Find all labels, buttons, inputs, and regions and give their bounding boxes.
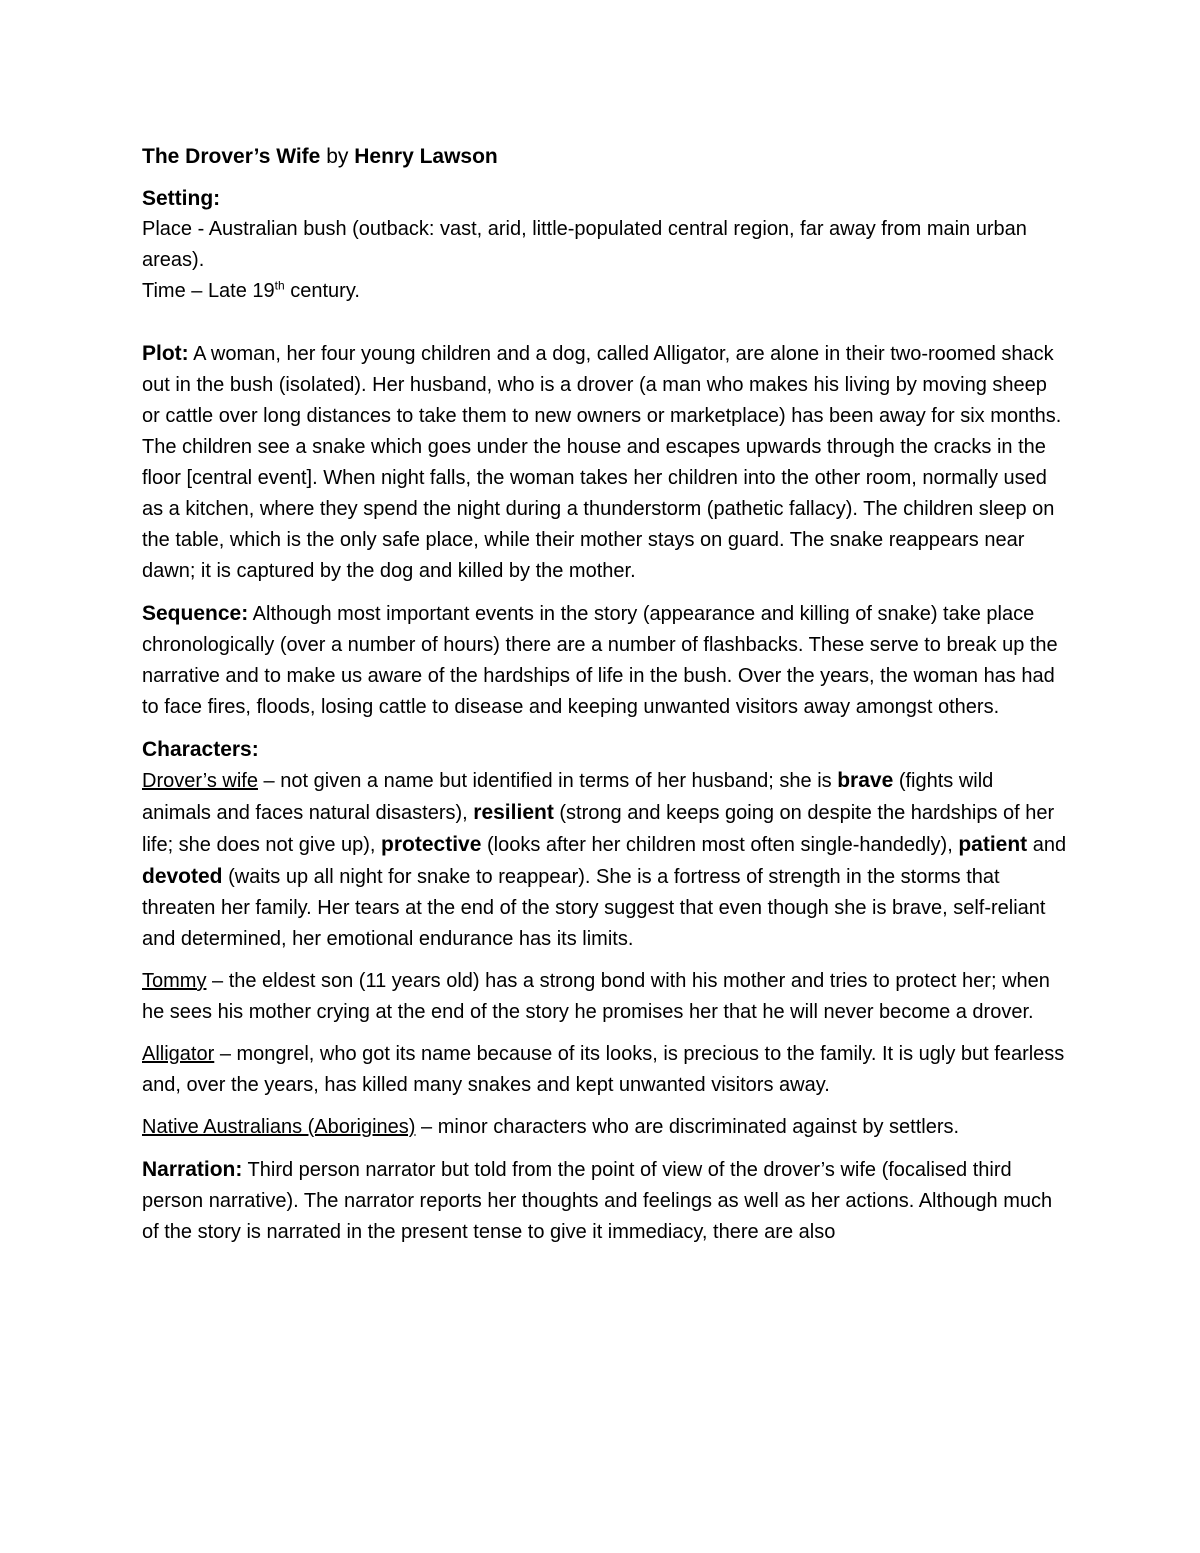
narration-text: Third person narrator but told from the point of view of the drover’s wife (focalised third person narrative). The narrator reports her thoughts and feelings as well as her actions. Although much of the story is narrated in the present tense to give it immediacy, there are also (142, 1159, 1053, 1243)
setting-heading: Setting: (142, 187, 221, 210)
natives-text: – minor characters who are discriminated against by settlers. (415, 1116, 960, 1138)
plot-text: A woman, her four young children and a dog, called Alligator, are alone in their two-roomed shack out in the bush (isolated). Her husband, who is a drover (a man who makes his living by moving sheep or cattle over long distances to take them to new owners or marketplace) has been away for six months. The children see a snake which goes under the house and escapes upwards through the cracks in the floor [central event]. When night falls, the woman takes her children into the other room, normally used as a kitchen, where they spend the night during a thunderstorm (pathetic fallacy). The children sleep on the table, which is the only safe place, while their mother stays on guard. The snake reappears near dawn; it is captured by the dog and killed by the mother. (142, 343, 1062, 582)
character-name-alligator: Alligator (142, 1043, 215, 1065)
character-tommy (142, 966, 1067, 1028)
characters-heading: Characters: (142, 738, 259, 761)
narration-paragraph (142, 1154, 1067, 1248)
plot-paragraph (142, 338, 1067, 587)
document-body (142, 141, 1067, 1248)
wife-text-5: (waits up all night for snake to reappear). She is a fortress of strength in the storms that threaten her family. Her tears at the end of the story suggest that even though she is brave, self-reliant and determined, her emotional endurance has its limits. (142, 866, 1046, 950)
wife-text-2: (fights wild animals and faces natural disasters), (142, 770, 994, 824)
narration-label: Narration: (142, 1158, 243, 1181)
plot-label: Plot: (142, 342, 189, 365)
trait-protective: protective (381, 833, 482, 856)
title-by: by (320, 145, 355, 168)
character-alligator (142, 1039, 1067, 1101)
character-name-wife: Drover’s wife (142, 770, 258, 792)
setting-time (142, 276, 1067, 307)
wife-text-3: (strong and keeps going on despite the hardships of her life; she does not give up), (142, 802, 1055, 856)
wife-text-1: – not given a name but identified in terms of her husband; she is (257, 770, 838, 792)
wife-text-and: and (1027, 834, 1067, 856)
document-title (142, 141, 1067, 172)
alligator-text: – mongrel, who got its name because of its looks, is precious to the family. It is ugly but fearless and, over the years, has killed many snakes and kept unwanted visitors away. (142, 1043, 1065, 1096)
tommy-text: – the eldest son (11 years old) has a strong bond with his mother and tries to protect her; when he sees his mother crying at the end of the story he promises her that he will never become a drover. (142, 970, 1050, 1023)
trait-devoted: devoted (142, 865, 223, 888)
character-natives (142, 1112, 1067, 1143)
wife-text-4: (looks after her children most often single-handedly), (481, 834, 959, 856)
sequence-paragraph (142, 598, 1067, 723)
character-name-natives: Native Australians (Aborigines) (142, 1116, 416, 1138)
trait-resilient: resilient (473, 801, 554, 824)
sequence-text: Although most important events in the story (appearance and killing of snake) take place chronologically (over a number of hours) there are a number of flashbacks. These serve to break up the narrative and to make us aware of the hardships of life in the bush. Over the years, the woman has had to face fires, floods, losing cattle to disease and keeping unwanted visitors away amongst others. (142, 603, 1058, 718)
trait-brave: brave (837, 769, 894, 792)
title-work: The Drover’s Wife (142, 145, 321, 168)
setting-place: Place - Australian bush (outback: vast, arid, little-populated central region, far away from main urban areas). (142, 218, 1027, 271)
time-suffix: century. (284, 280, 360, 302)
trait-patient: patient (958, 833, 1028, 856)
title-author: Henry Lawson (354, 145, 498, 168)
time-superscript: th (274, 278, 285, 293)
sequence-label: Sequence: (142, 602, 249, 625)
character-drovers-wife (142, 765, 1067, 955)
character-name-tommy: Tommy (142, 970, 207, 992)
time-prefix: Time – Late 19 (142, 280, 275, 302)
